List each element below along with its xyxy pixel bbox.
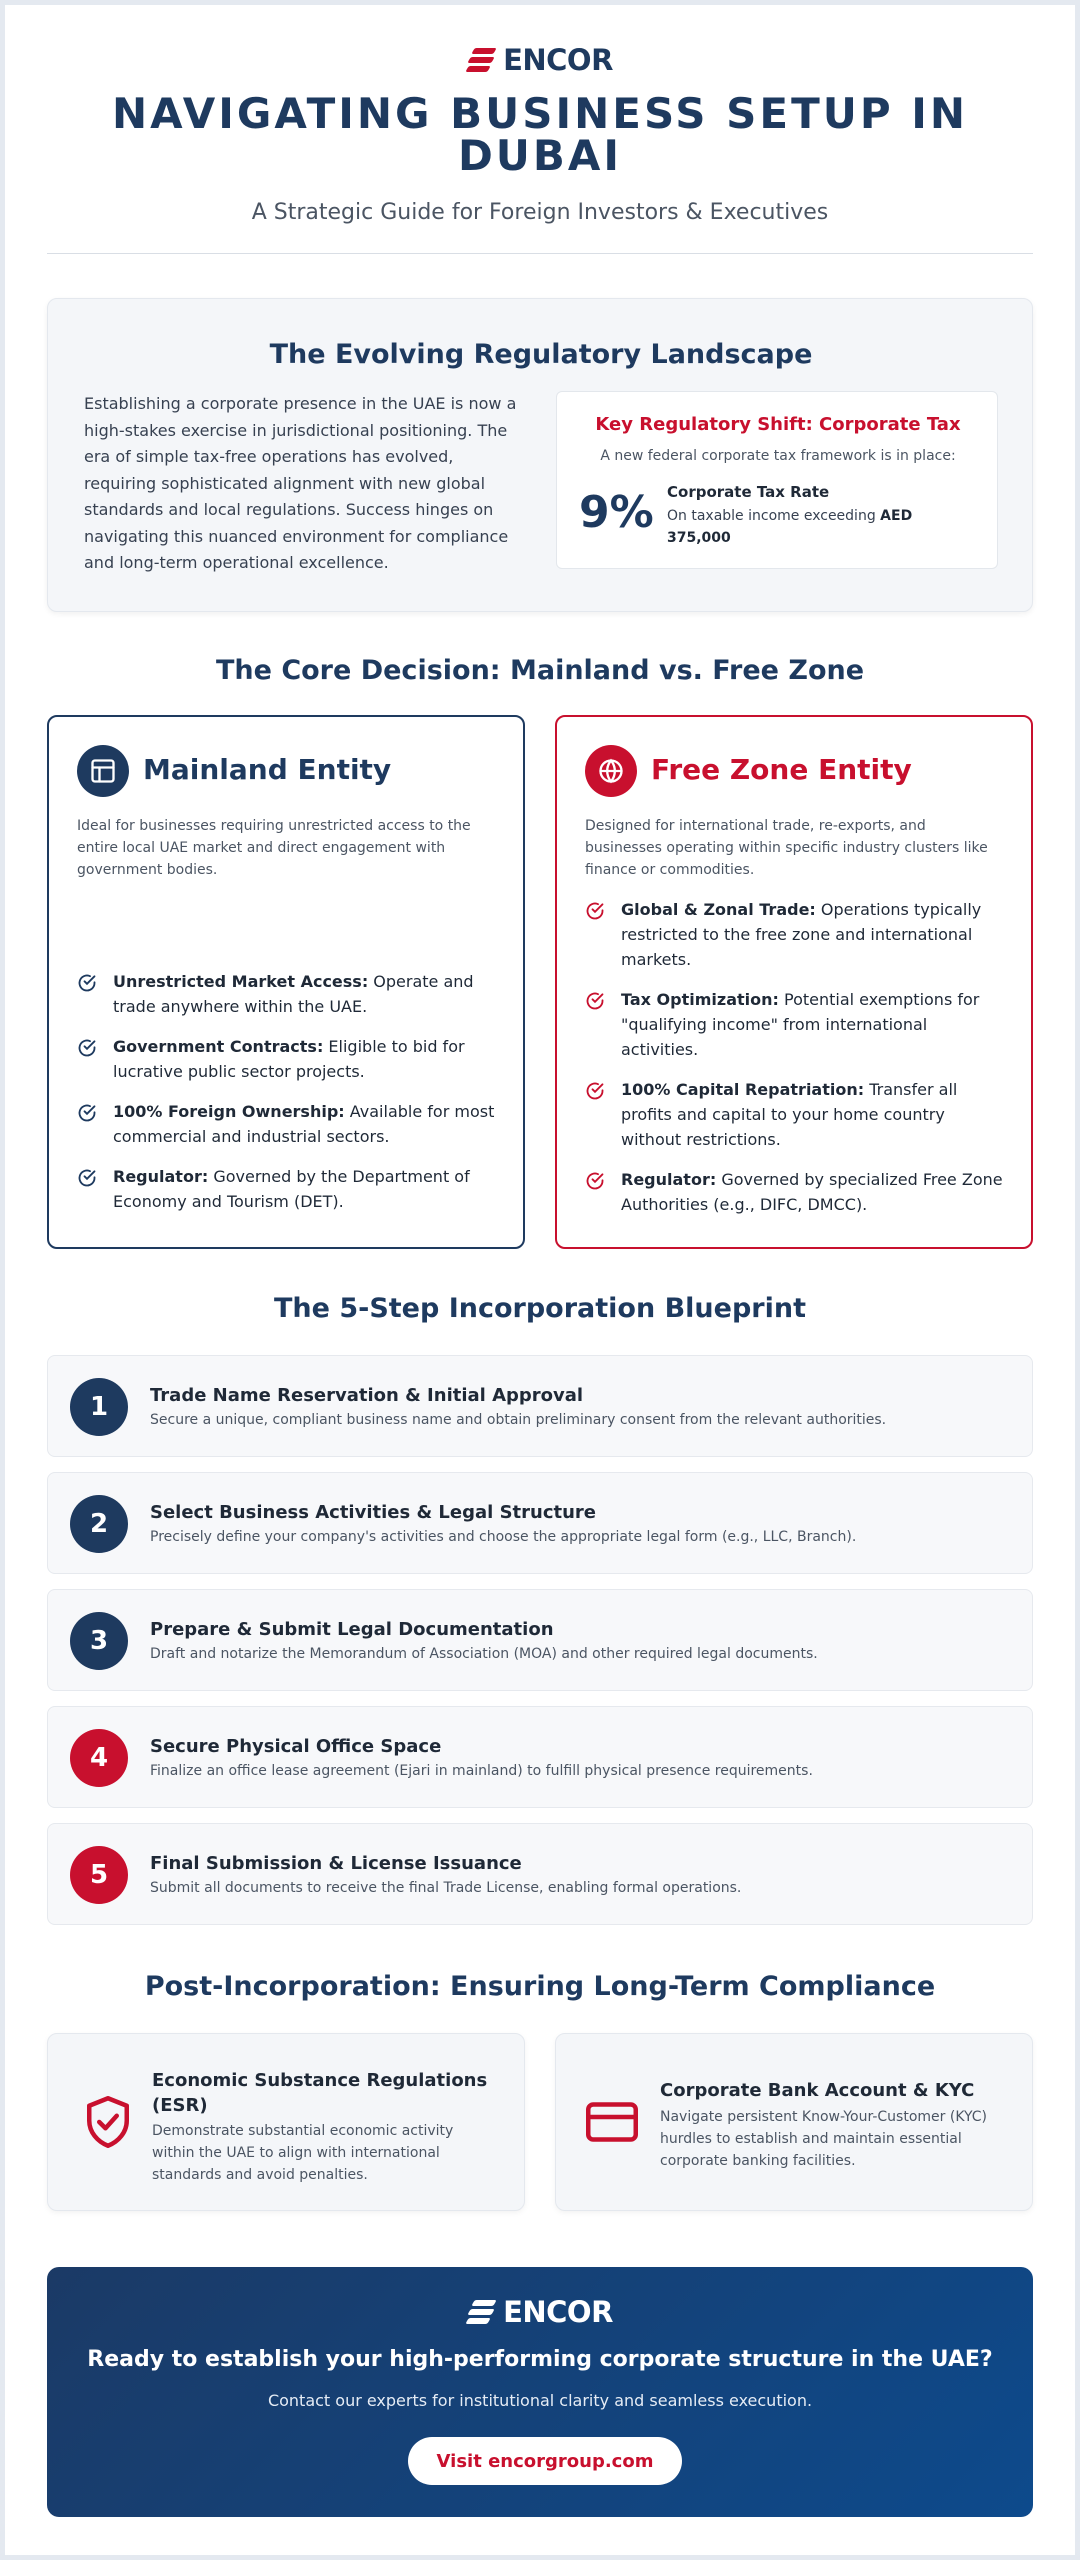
freezone-title: Free Zone Entity: [651, 753, 912, 786]
regulatory-body: Establishing a corporate presence in the UAE is now a high-stakes exercise in jurisdictional positioning. The era of simple tax-free operations has evolved, requiring sophisticated alignment with new global standards and local regulations. Success hinges on navigating this nuanced environment for compliance and long-term operational excellence.: [84, 394, 517, 572]
list-item: Government Contracts: Eligible to bid for lucrative public sector projects.: [77, 1034, 497, 1084]
esr-description: Demonstrate substantial economic activity within the UAE to align with international standards and avoid penalties.: [152, 2123, 454, 2183]
regulatory-section: [47, 298, 1033, 612]
banking-title: Corporate Bank Account & KYC: [660, 2080, 975, 2101]
list-item: 100% Foreign Ownership: Available for most commercial and industrial sectors.: [77, 1099, 497, 1149]
list-item: Unrestricted Market Access: Operate and trade anywhere within the UAE.: [77, 969, 497, 1019]
step-card: [47, 1589, 1033, 1691]
mainland-description: Ideal for businesses requiring unrestricted access to the entire local UAE market and direct engagement with government bodies.: [77, 818, 471, 878]
credit-card-icon: [582, 2092, 642, 2152]
check-icon: [77, 1103, 97, 1123]
step-number-badge: 4: [70, 1729, 128, 1787]
step-description: Secure a unique, compliant business name and obtain preliminary consent from the relevant authorities.: [150, 1412, 887, 1428]
step-description: Finalize an office lease agreement (Ejari in mainland) to fulfill physical presence requirements.: [150, 1763, 813, 1779]
step-description: Draft and notarize the Memorandum of Association (MOA) and other required legal documents.: [150, 1646, 818, 1662]
list-item: Tax Optimization: Potential exemptions for "qualifying income" from international activities.: [585, 987, 1005, 1062]
blueprint-title: The 5-Step Incorporation Blueprint: [273, 1293, 806, 1324]
mainland-points: [77, 969, 497, 1229]
step-number-badge: 2: [70, 1495, 128, 1553]
tax-box-subtitle: A new federal corporate tax framework is in place:: [600, 448, 956, 464]
check-icon: [77, 1168, 97, 1188]
core-decision-title: The Core Decision: Mainland vs. Free Zone: [215, 655, 865, 686]
banking-card: [555, 2033, 1033, 2211]
globe-icon: [585, 745, 637, 797]
tax-rate-value: 9%: [579, 487, 654, 538]
check-icon: [77, 973, 97, 993]
step-card: [47, 1355, 1033, 1457]
step-title: Secure Physical Office Space: [150, 1736, 442, 1757]
check-icon: [585, 1171, 605, 1191]
step-number-badge: 5: [70, 1846, 128, 1904]
tax-highlight-box: [556, 391, 998, 569]
cta-title: Ready to establish your high-performing corporate structure in the UAE?: [87, 2347, 993, 2372]
list-item: Global & Zonal Trade: Operations typically restricted to the free zone and international markets.: [585, 897, 1005, 972]
check-icon: [585, 1081, 605, 1101]
cta-subtitle: Contact our experts for institutional clarity and seamless execution.: [267, 2391, 813, 2410]
step-title: Trade Name Reservation & Initial Approval: [150, 1385, 584, 1406]
tax-threshold: AED 375,000: [667, 508, 913, 546]
freezone-points: [585, 897, 1005, 1232]
header-divider: [47, 253, 1033, 254]
step-number-badge: 1: [70, 1378, 128, 1436]
check-icon: [585, 991, 605, 1011]
brand-name: ENCOR: [503, 43, 613, 77]
step-number-badge: 3: [70, 1612, 128, 1670]
step-title: Select Business Activities & Legal Structure: [150, 1502, 597, 1523]
tax-rate-detail: On taxable income exceeding AED 375,000: [667, 508, 913, 546]
esr-card: [47, 2033, 525, 2211]
visit-website-button[interactable]: Visit encorgroup.com: [408, 2437, 682, 2485]
encor-logo-icon: [467, 46, 497, 74]
footer-brand-logo: [47, 2295, 1033, 2329]
tax-rate-label: Corporate Tax Rate: [667, 483, 830, 501]
banking-description: Navigate persistent Know-Your-Customer (KYC) hurdles to establish and maintain essential corporate banking facilities.: [660, 2109, 988, 2169]
footer-brand-name: ENCOR: [503, 2295, 613, 2329]
step-description: Precisely define your company's activities and choose the appropriate legal form (e.g., LLC, Branch).: [150, 1529, 857, 1545]
check-icon: [77, 1038, 97, 1058]
mainland-card: [47, 715, 525, 1249]
list-item: Regulator: Governed by the Department of Economy and Tourism (DET).: [77, 1164, 497, 1214]
freezone-card: [555, 715, 1033, 1249]
step-card: [47, 1472, 1033, 1574]
step-description: Submit all documents to receive the final Trade License, enabling formal operations.: [150, 1880, 742, 1896]
regulatory-title: The Evolving Regulatory Landscape: [269, 339, 813, 370]
step-title: Final Submission & License Issuance: [150, 1853, 522, 1874]
check-icon: [585, 901, 605, 921]
list-item: 100% Capital Repatriation: Transfer all profits and capital to your home country without restrictions.: [585, 1077, 1005, 1152]
brand-logo: [5, 43, 1075, 77]
encor-logo-icon: [467, 2298, 497, 2326]
mainland-title: Mainland Entity: [143, 753, 392, 786]
page-subtitle: A Strategic Guide for Foreign Investors & Executives: [251, 200, 829, 225]
cta-banner: [47, 2267, 1033, 2517]
shield-check-icon: [78, 2092, 138, 2152]
step-card: [47, 1823, 1033, 1925]
freezone-description: Designed for international trade, re-exports, and businesses operating within specific industry clusters like finance or commodities.: [585, 818, 988, 878]
list-item: Regulator: Governed by specialized Free Zone Authorities (e.g., DIFC, DMCC).: [585, 1167, 1005, 1217]
page-title: NAVIGATING BUSINESS SETUP IN DUBAI: [111, 89, 969, 180]
step-card: [47, 1706, 1033, 1808]
compliance-title: Post-Incorporation: Ensuring Long-Term Compliance: [144, 1971, 936, 2002]
step-title: Prepare & Submit Legal Documentation: [150, 1619, 554, 1640]
infographic-page: [5, 5, 1075, 2555]
esr-title: Economic Substance Regulations (ESR): [152, 2070, 488, 2116]
tax-box-title: Key Regulatory Shift: Corporate Tax: [595, 414, 961, 435]
building-layout-icon: [77, 745, 129, 797]
